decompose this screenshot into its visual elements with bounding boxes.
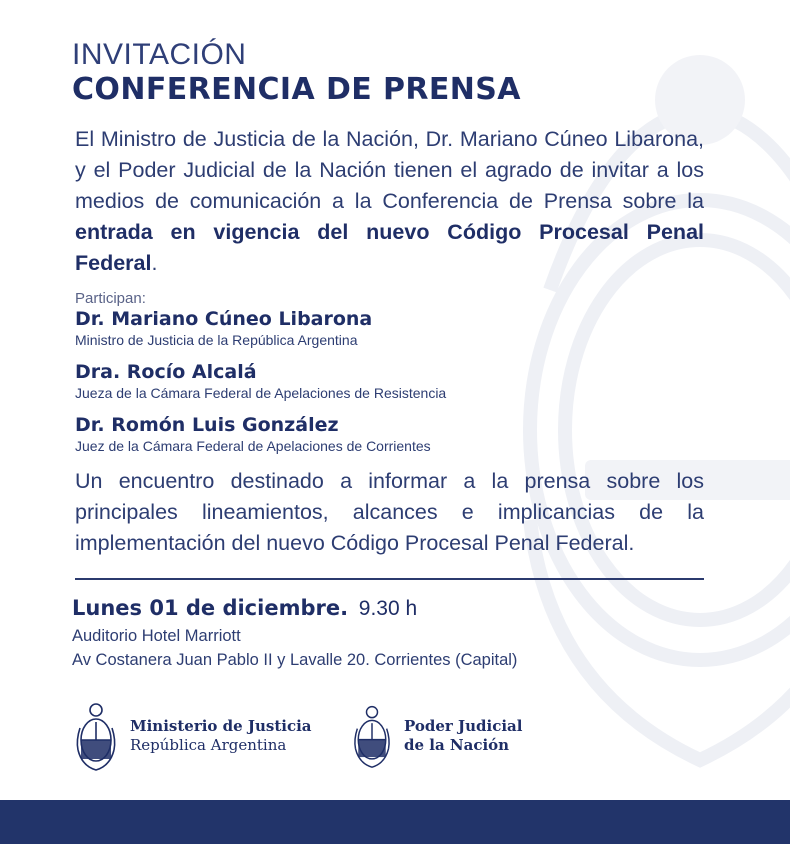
argentina-coat-of-arms-icon [72, 700, 120, 772]
participant [75, 360, 446, 402]
outro-paragraph: Un encuentro destinado a informar a la prensa sobre los principales lineamientos, alcances e implicancias de la implementación del nuevo Código Procesal Penal Federal. [75, 469, 704, 555]
intro-highlight: entrada en vigencia del nuevo Código Procesal Penal Federal [75, 220, 704, 275]
intro-text: El Ministro de Justicia de la Nación, Dr. Mariano Cúneo Libarona, y el Poder Judicial de la Nación tienen el agrado de invitar a los medios de comunicación a la Conferencia de Prensa sobre la [75, 127, 704, 213]
title-press-conference: CONFERENCIA DE PRENSA [72, 72, 521, 107]
ministry-country: República Argentina [130, 736, 287, 754]
judiciary-nation: de la Nación [404, 736, 510, 754]
event-address: Av Costanera Juan Pablo II y Lavalle 20. Corrientes (Capital) [72, 651, 518, 669]
participant [75, 413, 431, 455]
participant-role: Juez de la Cámara Federal de Apelaciones de Corrientes [75, 438, 431, 454]
participant-name: Dr. Mariano Cúneo Libarona [75, 308, 373, 330]
divider [75, 578, 704, 580]
judiciary-name: Poder Judicial [404, 717, 523, 735]
participant-name: Dr. Romón Luis González [75, 414, 339, 436]
ministry-name: Ministerio de Justicia [130, 717, 312, 735]
participant-role: Jueza de la Cámara Federal de Apelaciones de Resistencia [75, 385, 447, 401]
event-time: 9.30 h [358, 597, 418, 620]
footer-bar [0, 800, 790, 844]
participant-name: Dra. Rocío Alcalá [75, 361, 257, 383]
intro-paragraph [75, 124, 704, 279]
participant [75, 307, 372, 349]
event-date: Lunes 01 de diciembre. [72, 596, 349, 620]
argentina-coat-of-arms-icon [350, 700, 394, 772]
event-datetime [72, 596, 417, 621]
judiciary-logo [350, 700, 522, 772]
participant-role: Ministro de Justicia de la República Argentina [75, 332, 358, 348]
event-venue: Auditorio Hotel Marriott [72, 627, 241, 645]
ministry-logo [72, 700, 312, 772]
participants-label: Participan: [75, 290, 146, 307]
title-invitation: INVITACIÓN [72, 38, 247, 71]
intro-end: . [151, 251, 158, 275]
